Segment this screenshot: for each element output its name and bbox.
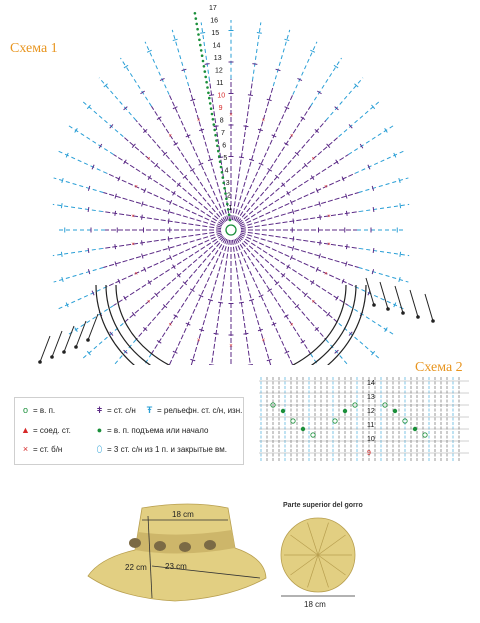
sc-mark: × (261, 117, 266, 124)
start-mark (413, 427, 417, 431)
start-dot (207, 92, 210, 95)
direction-arrow (50, 331, 62, 359)
stitch-spoke (68, 235, 223, 334)
row-number: 16 (210, 17, 218, 25)
start-mark (343, 409, 347, 413)
start-dot (206, 86, 209, 89)
double-crochet-icon: ǂ (96, 405, 103, 415)
row-number: 6 (222, 142, 227, 150)
sc-mark: × (134, 184, 138, 191)
row-number: 15 (211, 30, 220, 37)
stitch-spoke (234, 30, 290, 221)
start-dot (220, 166, 223, 169)
sc-mark: × (311, 156, 316, 163)
legend-item-slip: ▲ = соед. ст. (21, 425, 71, 435)
row-number: 12 (367, 408, 375, 415)
crown-caption: Parte superior del gorro (283, 502, 363, 509)
row-number: 13 (367, 394, 375, 401)
scheme-2-stitches (259, 377, 469, 461)
sc-mark: × (131, 213, 135, 220)
start-dot (212, 118, 215, 121)
stitch-spoke (81, 100, 223, 223)
stitch-spoke (200, 22, 229, 220)
stitch-spoke (232, 22, 261, 220)
dot-icon: ● (96, 425, 103, 435)
stitch-spoke (59, 234, 222, 309)
stitch-spoke (240, 234, 403, 309)
hat-dot (154, 541, 166, 551)
sc-mark: × (290, 133, 294, 140)
sc-mark: × (196, 117, 201, 124)
sc-mark: × (327, 213, 331, 220)
cluster-icon: ⬯ (96, 444, 103, 454)
chain-mark (291, 419, 295, 423)
crown-diameter-label: 18 cm (304, 600, 326, 609)
sc-mark: × (261, 338, 266, 345)
start-dot (203, 65, 206, 68)
row-number: 5 (223, 155, 228, 162)
start-dot (194, 12, 197, 15)
hat-dot (129, 538, 141, 548)
start-dot (211, 113, 214, 116)
hat-brim-label: 23 cm (165, 562, 187, 571)
sc-mark: × (168, 133, 172, 140)
scheme-2-row-numbers (367, 380, 375, 457)
legend (14, 397, 244, 465)
direction-arrow (366, 278, 376, 307)
stitch-spoke (56, 228, 221, 233)
stitch-spoke (239, 125, 394, 224)
direction-arrow (380, 282, 390, 311)
relief-stitch-icon: Ŧ (146, 405, 153, 415)
direction-arrow (395, 286, 405, 315)
sc-mark: × (324, 184, 328, 191)
stitch-spoke (99, 78, 227, 223)
stitch-spoke (236, 58, 341, 222)
start-dot (204, 76, 207, 79)
stitch-spoke (239, 235, 394, 334)
start-dot (209, 102, 212, 105)
hat-top-width-label: 18 cm (172, 510, 194, 519)
row-number: 7 (221, 130, 225, 137)
start-dot (214, 134, 217, 137)
start-dot (195, 23, 198, 26)
sc-mark: × (229, 112, 233, 119)
legend-item-chain: o = в. п. (22, 405, 56, 415)
stitch-spoke (81, 237, 223, 360)
row-number: 4 (224, 167, 229, 175)
start-dot (215, 139, 218, 142)
sc-mark: × (196, 338, 201, 345)
start-dot (198, 39, 201, 42)
stitch-spoke (239, 237, 381, 360)
x-icon: × (22, 444, 29, 454)
start-dot (196, 28, 199, 31)
stitch-spokes (53, 12, 409, 365)
chain-icon: o (22, 405, 28, 415)
row-number: 10 (217, 92, 226, 100)
hat-height-label: 22 cm (125, 563, 147, 572)
sc-mark: × (168, 322, 172, 329)
scheme-1-title: Схема 1 (10, 41, 58, 56)
start-dot (205, 81, 208, 84)
row-number: 11 (216, 80, 224, 87)
direction-arrow (38, 336, 50, 364)
sc-mark: × (327, 242, 331, 249)
legend-item-relief: Ŧ = рельефн. ст. с/н, изн. (146, 405, 243, 415)
row-number: 9 (218, 105, 223, 112)
row-number: 2 (227, 192, 231, 200)
start-dot (219, 160, 222, 163)
stitch-spoke (238, 78, 363, 223)
stitch-spoke (239, 100, 381, 223)
sc-mark: × (290, 322, 294, 329)
chain-mark (333, 419, 337, 423)
direction-arrow (86, 314, 98, 342)
start-dot (197, 33, 200, 36)
start-dot (222, 182, 225, 185)
stitch-spoke (241, 228, 406, 233)
sc-mark: × (146, 299, 151, 306)
direction-arrow (425, 294, 435, 323)
legend-item-cluster: ⬯ = 3 ст. с/н из 1 п. и закрытые вм. (96, 444, 227, 454)
stitch-spoke (240, 151, 403, 226)
center-ring (226, 225, 236, 235)
stitch-spoke (235, 42, 317, 221)
start-dot (199, 44, 202, 47)
stitch-spoke (200, 240, 229, 365)
row-number: 14 (367, 380, 375, 387)
row-number: 17 (209, 5, 217, 12)
stitch-spoke (229, 240, 234, 365)
start-dot (213, 129, 216, 132)
row-number: 11 (367, 422, 375, 429)
start-dot (222, 176, 225, 179)
row-number: 14 (212, 42, 221, 50)
sc-mark: × (311, 299, 316, 306)
sc-mark: × (131, 242, 135, 249)
start-mark (281, 409, 285, 413)
stitch-spoke (59, 151, 222, 226)
row-numbers (209, 5, 232, 212)
stitch-spoke (229, 20, 234, 220)
legend-item-sc: × = ст. б/н (22, 444, 63, 454)
row-number: 8 (219, 117, 224, 125)
row-number: 3 (225, 180, 230, 187)
start-dot (202, 60, 205, 63)
row-number: 10 (367, 436, 375, 443)
sc-mark: × (324, 271, 328, 278)
direction-arrow (74, 321, 86, 349)
start-mark (301, 427, 305, 431)
row-number: 12 (215, 67, 223, 75)
start-dot (201, 54, 204, 57)
chain-mark (311, 433, 315, 437)
chain-mark (423, 433, 427, 437)
start-dot (229, 219, 232, 222)
stitch-spoke (68, 125, 223, 224)
start-dot (195, 17, 198, 20)
row-number: 9 (367, 450, 371, 457)
start-dot (213, 123, 216, 126)
row-number: 13 (213, 55, 222, 62)
stitch-spoke (120, 58, 228, 222)
scheme-2-title: Схема 2 (415, 360, 463, 375)
hat-dot (179, 542, 191, 552)
start-dot (223, 187, 226, 190)
direction-arrow (62, 326, 74, 354)
start-dot (216, 145, 219, 148)
sc-mark: × (134, 271, 138, 278)
start-dot (218, 155, 221, 158)
triangle-icon: ▲ (21, 425, 30, 435)
start-dot (217, 150, 220, 153)
start-dot (210, 107, 213, 110)
hat-dot (204, 540, 216, 550)
legend-item-start: ● = в. п. подъема или начало (96, 425, 209, 435)
start-dot (228, 213, 231, 216)
legend-item-dc: ǂ = ст. с/н (96, 405, 136, 415)
sc-mark: × (229, 343, 233, 350)
sc-mark: × (146, 156, 151, 163)
start-dot (200, 49, 203, 52)
start-mark (393, 409, 397, 413)
start-dot (204, 70, 207, 73)
start-dot (208, 97, 211, 100)
row-number: 1 (228, 205, 233, 212)
direction-arrow (410, 290, 420, 319)
scheme-2-diagram (255, 375, 475, 465)
stitch-spoke (232, 240, 261, 365)
start-dot (221, 171, 224, 174)
crown-illustration (270, 510, 380, 610)
